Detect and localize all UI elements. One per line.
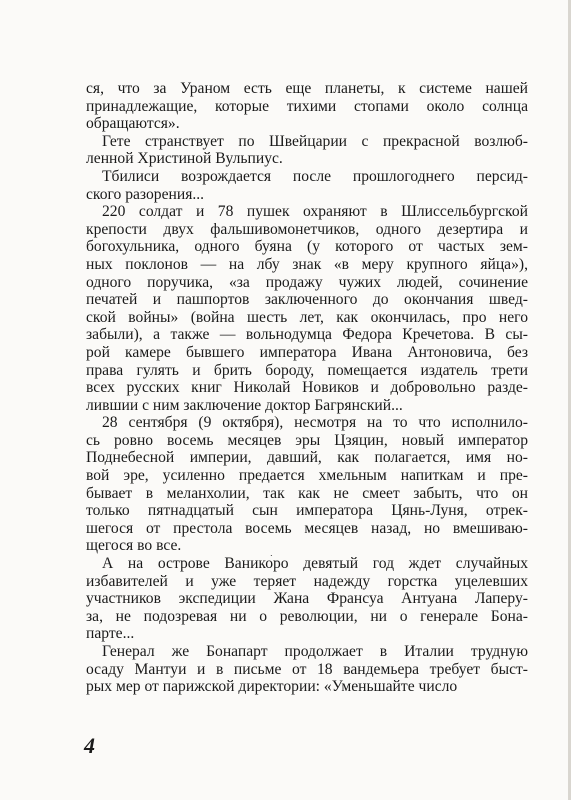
text-line: рых мер от парижской директории: «Уменьшайте число	[86, 678, 458, 696]
text-line: бывает в меланхолии, так как не смеет забыть, что он	[86, 484, 528, 502]
text-line: 220 солдат и 78 пушек охраняют в Шлиссельбургской	[102, 203, 528, 221]
paragraph	[86, 133, 528, 168]
paragraph	[86, 80, 528, 133]
text-line: ных поклонов — на лбу знак «в меру крупного яйца»),	[86, 255, 528, 273]
paragraph	[86, 555, 528, 643]
paragraph	[86, 203, 528, 414]
text-line: участников экспедиции Жана Франсуа Антуана Лаперу-	[86, 590, 528, 608]
text-line: Гете странствует по Швейцарии с прекрасной возлюб-	[102, 132, 528, 150]
text-line: печатей и пашпортов заключенного до окончания швед-	[86, 291, 528, 309]
text-line: осаду Мантуи и в письме от 18 вандемьера требует быст-	[86, 660, 528, 678]
body-text	[86, 80, 528, 696]
text-line: забыли), а также — вольнодумца Федора Кречетова. В сы-	[86, 326, 528, 344]
text-line: ской войны» (война шесть лет, как окончилась, про него	[86, 308, 528, 326]
text-line: крепости двух фальшивомонетчиков, одного дезертира и	[86, 220, 528, 238]
page-number: 4	[84, 733, 95, 758]
text-line: обращаются».	[86, 115, 180, 133]
text-line: сь ровно восемь месяцев эры Цзяцин, новый император	[86, 431, 528, 449]
text-line: одного поручика, «за продажу чужих людей, сочинение	[86, 273, 528, 291]
text-line: ленной Христиной Вульпиус.	[86, 150, 283, 168]
text-line: А на острове Ванико̀ро девятый год ждет случайных	[102, 555, 528, 573]
text-line: лившии с ним заключение доктор Багрянский...	[86, 396, 403, 414]
text-line: парте...	[86, 625, 135, 643]
text-line: всех русских книг Николай Новиков и добровольно разде-	[86, 379, 528, 397]
paragraph	[86, 168, 528, 203]
text-line: щегося во все.	[86, 537, 182, 555]
text-line: Генерал же Бонапарт продолжает в Италии трудную	[102, 643, 528, 660]
text-line: только пятнадцатый сын императора Цянь-Луня, отрек-	[86, 502, 528, 520]
text-line: Поднебесной империи, давший, как полагается, имя но-	[86, 449, 528, 467]
text-line: права гулять и брить бороду, помещается издатель трети	[86, 361, 528, 379]
paragraph	[86, 643, 528, 696]
text-line: Тбилиси возрождается после прошлогоднего персид-	[102, 167, 528, 185]
text-line: рой камере бывшего императора Ивана Антоновича, без	[86, 343, 528, 361]
text-line: 28 сентября (9 октября), несмотря на то что исполнило-	[102, 414, 528, 432]
text-line: ся, что за Ураном есть еще планеты, к системе нашей	[86, 80, 528, 97]
text-line: вой эре, усиленно предается хмельным напиткам и пре-	[86, 467, 528, 485]
text-line: принадлежащие, которые тихими стопами около солнца	[86, 97, 528, 115]
text-line: ского разорения...	[86, 185, 205, 203]
text-line: за, не подозревая ни о революции, ни о генерале Бона-	[86, 607, 528, 625]
text-line: шегося от престола восемь месяцев назад, но вмешиваю-	[86, 519, 528, 537]
text-line: богохульника, одного буяна (у которого от частых зем-	[86, 238, 528, 256]
paragraph	[86, 414, 528, 555]
text-line: избавителей и уже теряет надежду горстка уцелевших	[86, 572, 528, 590]
